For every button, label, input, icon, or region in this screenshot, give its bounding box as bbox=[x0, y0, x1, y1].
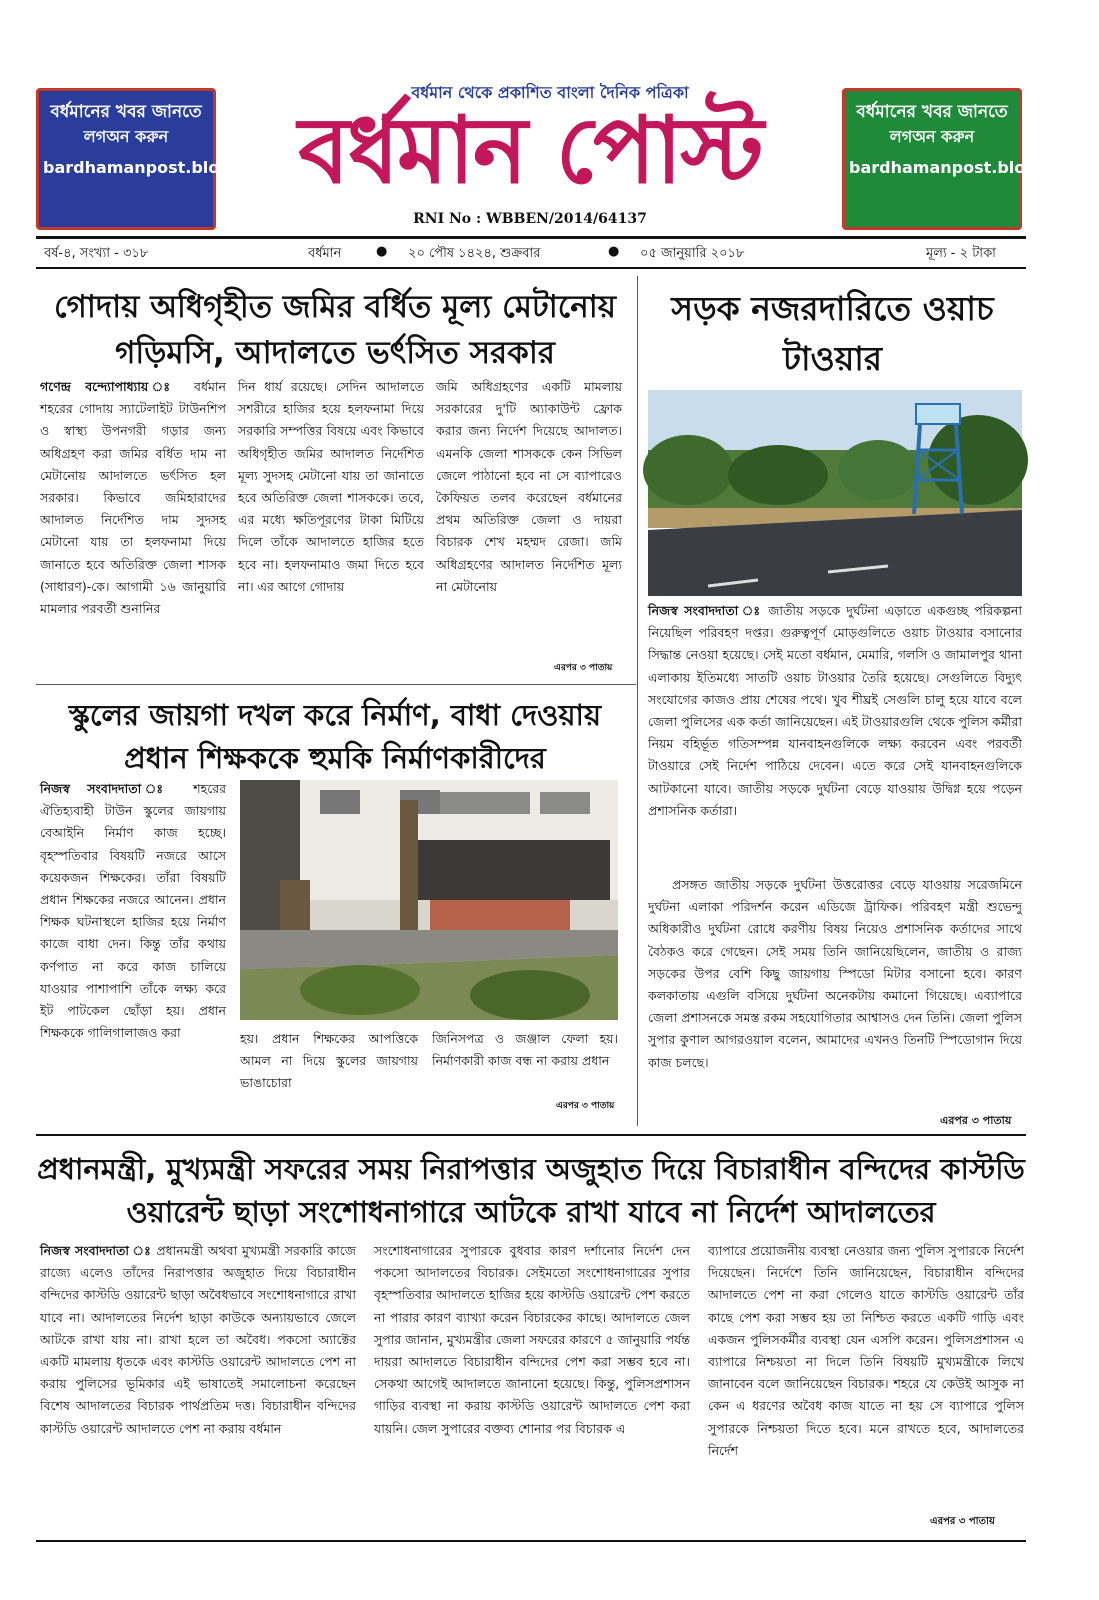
promo-box-right bbox=[842, 88, 1099, 230]
watch-tower-photo-svg bbox=[648, 390, 1022, 596]
promo-right-line1: বর্ধমানের খবর জানতে bbox=[856, 102, 1008, 122]
dateline bbox=[36, 240, 1026, 266]
article2-para1-text: জাতীয় সড়কে দুর্ঘটনা এড়াতে একগুচ্ছ পরিকল্পনা নিয়েছিল পরিবহণ দপ্তর। গুরুত্বপূর্ণ মোড়গুলিতে ওয়াচ টাওয়ার বসানোর সিদ্ধান্ত নেওয়া হয়েছে। সেই মতো বর্ধমান, মেমারি, গলসি ও জামালপুর থানা এলাকায় ইতিমধ্যে সাতটি ওয়াচ টাওয়ার তৈরি হয়েছে। সেগুলিতে বিদ্যুৎ সংযোগের কাজও প্রায় শেষের পথে। খুব শীঘ্রই সেগুলি চালু হয়ে যাবে বলে জেলা পুলিসের এক কর্তা জানিয়েছেন। এই টাওয়ারগুলি থেকে পুলিস কর্মীরা নিয়ম বহির্ভূত গতিসম্পন্ন যানবাহনগুলিকে লক্ষ্য করবেন এবং পরবর্তী টাওয়ারে সেই নির্দেশ পাঠিয়ে দেবেন। এতে করে সেই যানবাহনগুলিকে আটকানো যাবে। জাতীয় সড়কে দুর্ঘটনা বেড়ে যাওয়ায় উদ্বিগ্ন হয়ে পড়েন প্রশাসনিক কর্তারা। bbox=[648, 603, 1022, 818]
article3-col1 bbox=[40, 778, 226, 1128]
article1-col2: দিন ধার্য রয়েছে। সেদিন আদালতে সশরীরে হাজির হয়ে হলফনামা দিয়ে সরকারি সম্পত্তির বিষয়ে এবং কিভাবে অধিগৃহীত জমির আদালত নির্দেশিত মূল্য সুদসহ মেটানো যায় তা জানাতে হবে অতিরিক্ত জেলা শাসককে। তবে, এর মধ্যে ক্ষতিপূরণের টাকা মিটিয়ে দিলে তাঁকে আদালতে হাজির হতে হবে না। হলফনামাও জমা দিতে হবে না। এর আগে গোদায় bbox=[238, 379, 424, 594]
promo-right-line2: লগঅন করুন bbox=[889, 127, 975, 146]
article4-col2: সংশোধনাগারের সুপারকে বুধবার কারণ দর্শানোর নির্দেশ দেন পকসো আদালতের বিচারক। সেইমতো সংশোধনাগারের সুপার বৃহস্পতিবার আদালতে হাজির হয়ে কাস্টডি ওয়ারেন্ট পেশ করতে না পারার কারণ ব্যাখ্যা করেন বিচারকের কাছে। আদালতে জেল সুপার জানান, মুখ্যমন্ত্রীর জেলা সফরের কারণে ৫ জানুয়ারি পর্যন্ত দায়রা আদালতে বিচারাধীন বন্দিদের পেশ করা সম্ভব হবে না। সেকথা আগেই আদালতে জানানো হয়েছে। কিন্তু, পুলিসপ্রশাসন গাড়ির ব্যবস্থা না করায় কাস্টডি ওয়ারেন্ট আদালতে পেশ করা যায়নি। জেল সুপারের বক্তব্য শোনার পর বিচারক এ bbox=[374, 1243, 690, 1436]
article3-rule bbox=[36, 684, 636, 685]
masthead-rule-bottom bbox=[36, 267, 1026, 269]
article3-col1-text: শহরের ঐতিহ্যবাহী টাউন স্কুলের জায়গায় বেআইনি নির্মাণ কাজ হচ্ছে। বৃহস্পতিবার বিষয়টি নজরে আসে কয়েকজন শিক্ষকের। তাঁরা বিষয়টি প্রধান শিক্ষকের নজরে আনেন। প্রধান শিক্ষক ঘটনাস্থলে হাজির হয়ে নির্মাণ কাজে বাধা দেন। কিন্তু তাঁর কথায় কর্ণপাত না করে কাজ চালিয়ে যাওয়ার পাশাপাশি তাঁকে লক্ষ্য করে ইট পাটকেল ছোঁড়া হয়। প্রধান শিক্ষককে গালিগালাজও করা bbox=[40, 781, 226, 1041]
masthead-tagline: বর্ধমান থেকে প্রকাশিত বাংলা দৈনিক পত্রিকা bbox=[411, 83, 689, 102]
article4-col1-text: প্রধানমন্ত্রী অথবা মুখ্যমন্ত্রী সরকারি কাজে রাজ্যে এলেও তাঁদের নিরাপত্তার অজুহাত দিয়ে বিচারাধীন বন্দিদের কাস্টডি ওয়ারেন্ট ছাড়া অবৈধভাবে সংশোধনাগারে রাখা যাবে না। আদালতের নির্দেশ ছাড়া কাউকে অন্যায়ভাবে জেলে আটকে রাখা যায় না। রাখা হলে তা অবৈধ। পকসো অ্যাক্টের একটি মামলায় ধৃতকে এবং কাস্টডি ওয়ারেন্ট আদালতে পেশ না করায় পুলিসের ভূমিকার এই ভাষাতেই সমালোচনা করেছেন বিশেষ আদালতের বিচারক পার্থপ্রতিম দত্ত। বিচারাধীন বন্দিদের কাস্টডি ওয়ারেন্ট আদালতে পেশ না করায় বর্ধমান bbox=[40, 1243, 356, 1436]
promo-left-line1: বর্ধমানের খবর জানতে bbox=[50, 102, 202, 122]
article1-continued: এরপর ৩ পাতায় bbox=[554, 663, 613, 673]
article3-continued: এরপর ৩ পাতায় bbox=[556, 1101, 615, 1111]
bullet-2: ● bbox=[608, 244, 620, 259]
promo-box-left bbox=[36, 88, 294, 230]
article3-col2: হয়। প্রধান শিক্ষকের আপত্তিকে আমল না দিয়ে স্কুলের জায়গায় ভাঙাচোরা bbox=[240, 1031, 418, 1091]
article2-para1 bbox=[648, 600, 1022, 870]
bengali-date: ২০ পৌষ ১৪২৪, শুক্রবার bbox=[408, 246, 541, 261]
article2-para2: প্রসঙ্গত জাতীয় সড়কে দুর্ঘটনা উত্তরোত্তর বেড়ে যাওয়ায় সরেজমিনে দুর্ঘটনা এলাকা পরিদর্শন করেন এডিজে ট্রাফিক। পরিবহণ মন্ত্রী শুভেন্দু অধিকারীও দুর্ঘটনা রোধে করণীয় বিষয় নিয়েও প্রশাসনিক কর্তাদের সাথে বৈঠকও করে গেছেন। সেই সময় তিনি জানিয়েছিলেন, জাতীয় ও রাজ্য সড়কের উপর বেশি কিছু জায়গায় স্পিডো মিটার বসানো হবে। কারণ কলকাতায় এগুলি বসিয়ে দুর্ঘটনা অনেকটায় কমানো গিয়েছে। এব্যাপারে জেলা প্রশাসনকে সমস্ত রকম সহযোগিতার আশ্বাসও দেন তিনি। জেলা পুলিস সুপার কুণাল আগরওয়াল বলেন, আমাদের এখনও তিনটি স্পিডোগান দিয়ে কাজ চলছে। bbox=[648, 877, 1022, 1070]
article1-col1 bbox=[40, 376, 226, 676]
article4-headline: প্রধানমন্ত্রী, মুখ্যমন্ত্রী সফরের সময় নিরাপত্তার অজুহাত দিয়ে বিচারাধীন বন্দিদের কাস্টডি ওয়ারেন্ট ছাড়া সংশোধনাগারে আটকে রাখা যাবে না নির্দেশ আদালতের bbox=[37, 1152, 1025, 1229]
article4-byline: নিজস্ব সংবাদদাতা ঃ bbox=[40, 1243, 152, 1258]
bullet-1: ● bbox=[376, 244, 388, 259]
article2-byline: নিজস্ব সংবাদদাতা ঃ bbox=[648, 603, 763, 618]
watch-tower-photo bbox=[648, 390, 1022, 596]
school-construction-photo bbox=[240, 780, 618, 1020]
school-construction-photo-svg bbox=[240, 780, 618, 1020]
article3-headline: স্কুলের জায়গা দখল করে নির্মাণ, বাধা দেওয়ায় প্রধান শিক্ষককে হুমকি নির্মাণকারীদের bbox=[68, 698, 602, 775]
article4-col3: ব্যাপারে প্রয়োজনীয় ব্যবস্থা নেওয়ার জন্য পুলিস সুপারকে নির্দেশ দিয়েছেন। নির্দেশে তিনি জানিয়েছেন, বিচারাধীন বন্দিদের আদালতে পেশ না করা গেলেও যাতে কাস্টডি ওয়ারেন্ট তাঁর কাছে পেশ করা সম্ভব হয় তা নিশ্চিত করতে একটি গাড়ি এবং একজন পুলিসকর্মীর ব্যবস্থা যেন এসপি করেন। পুলিসপ্রশাসন এ ব্যাপারে নিশ্চয়তা না দিলে তিনি বিষয়টি মুখ্যমন্ত্রীকে লিখে জানাবেন বলে জানিয়েছেন বিচারক। শহরে যে কেউই আসুক না কেন এ ধরণের অবৈধ কাজ যাতে না হয় সে ব্যাপারে পুলিস সুপারকে নিশ্চয়তা দিতে হবে। মনে রাখতে হবে, আদালতের নির্দেশ bbox=[708, 1243, 1024, 1458]
article4-col1 bbox=[40, 1240, 356, 1530]
english-date: ০৫ জানুয়ারি ২০১৮ bbox=[640, 246, 745, 261]
column-divider bbox=[637, 276, 638, 1126]
promo-right-url: bardhamanpost.blogspot.in bbox=[849, 158, 1099, 177]
masthead-title: বর্ধমান পোস্ট bbox=[298, 97, 762, 204]
article3-col3: জিনিসপত্র ও জঞ্জাল ফেলা হয়। নির্মাণকারী কাজ বন্ধ না করায় প্রধান bbox=[432, 1031, 618, 1069]
article4-continued: এরপর ৩ পাতায় bbox=[930, 1516, 995, 1527]
article3-byline: নিজস্ব সংবাদদাতা ঃ bbox=[40, 781, 177, 796]
article1-col3: জমি অধিগ্রহণের একটি মামলায় সরকারের দু'টি অ্যাকাউন্ট ফ্রোক করার জন্য নির্দেশ দিয়েছে আদালত। এমনকি জেলা শাসককে কেন সিভিল জেলে পাঠানো হবে না সে ব্যাপারেও কৈফিয়ত তলব করেছেন বর্ধমানের প্রথম অতিরিক্ত জেলা ও দায়রা বিচারক শেখ মহম্মদ রেজা। জমি অধিগ্রহণের আদালত নির্দেশিত মূল্য না মেটানোয় bbox=[436, 379, 622, 594]
masthead-rule-top bbox=[36, 236, 1026, 239]
rni-number: RNI No : WBBEN/2014/64137 bbox=[413, 211, 647, 227]
place: বর্ধমান bbox=[308, 246, 342, 261]
article2-headline: সড়ক নজরদারিতে ওয়াচ টাওয়ার bbox=[671, 289, 994, 378]
issue-number: বর্ষ-৪, সংখ্যা - ৩১৮ bbox=[44, 246, 149, 261]
article2-continued: এরপর ৩ পাতায় bbox=[940, 1114, 1012, 1127]
article1-byline: গণেন্দ্র বন্দ্যোপাধ্যায় ঃ bbox=[40, 379, 181, 394]
price: মূল্য - ২ টাকা bbox=[926, 246, 996, 261]
article1-col1-text: বর্ধমান শহরের গোদায় স্যাটেলাইট টাউনশিপ ও স্বাস্থ্য উপনগরী গড়ার জন্য অধিগ্রহণ করা জমির বর্ধিত দাম না মেটানোয় আদালতে ভর্ৎসিত হল সরকার। কিভাবে জমিহারাদের আদালত নির্দেশিত দাম সুদসহ মেটানো যায় তা হলফনামা দিয়ে জানাতে হবে অতিরিক্ত জেলা শাসক (সাধারণ)-কে। আগামী ১৬ জানুয়ারি মামলার পরবর্তী শুনানির bbox=[40, 379, 226, 617]
promo-left-url: bardhamanpost.blogspot.in bbox=[43, 158, 294, 177]
page-bottom-rule bbox=[36, 1540, 1026, 1542]
article1-headline: গোদায় অধিগৃহীত জমির বর্ধিত মূল্য মেটানোয় গড়িমসি, আদালতে ভর্ৎসিত সরকার bbox=[53, 289, 616, 371]
promo-left-line2: লগঅন করুন bbox=[83, 127, 169, 146]
article4-rule-top bbox=[36, 1134, 1026, 1136]
